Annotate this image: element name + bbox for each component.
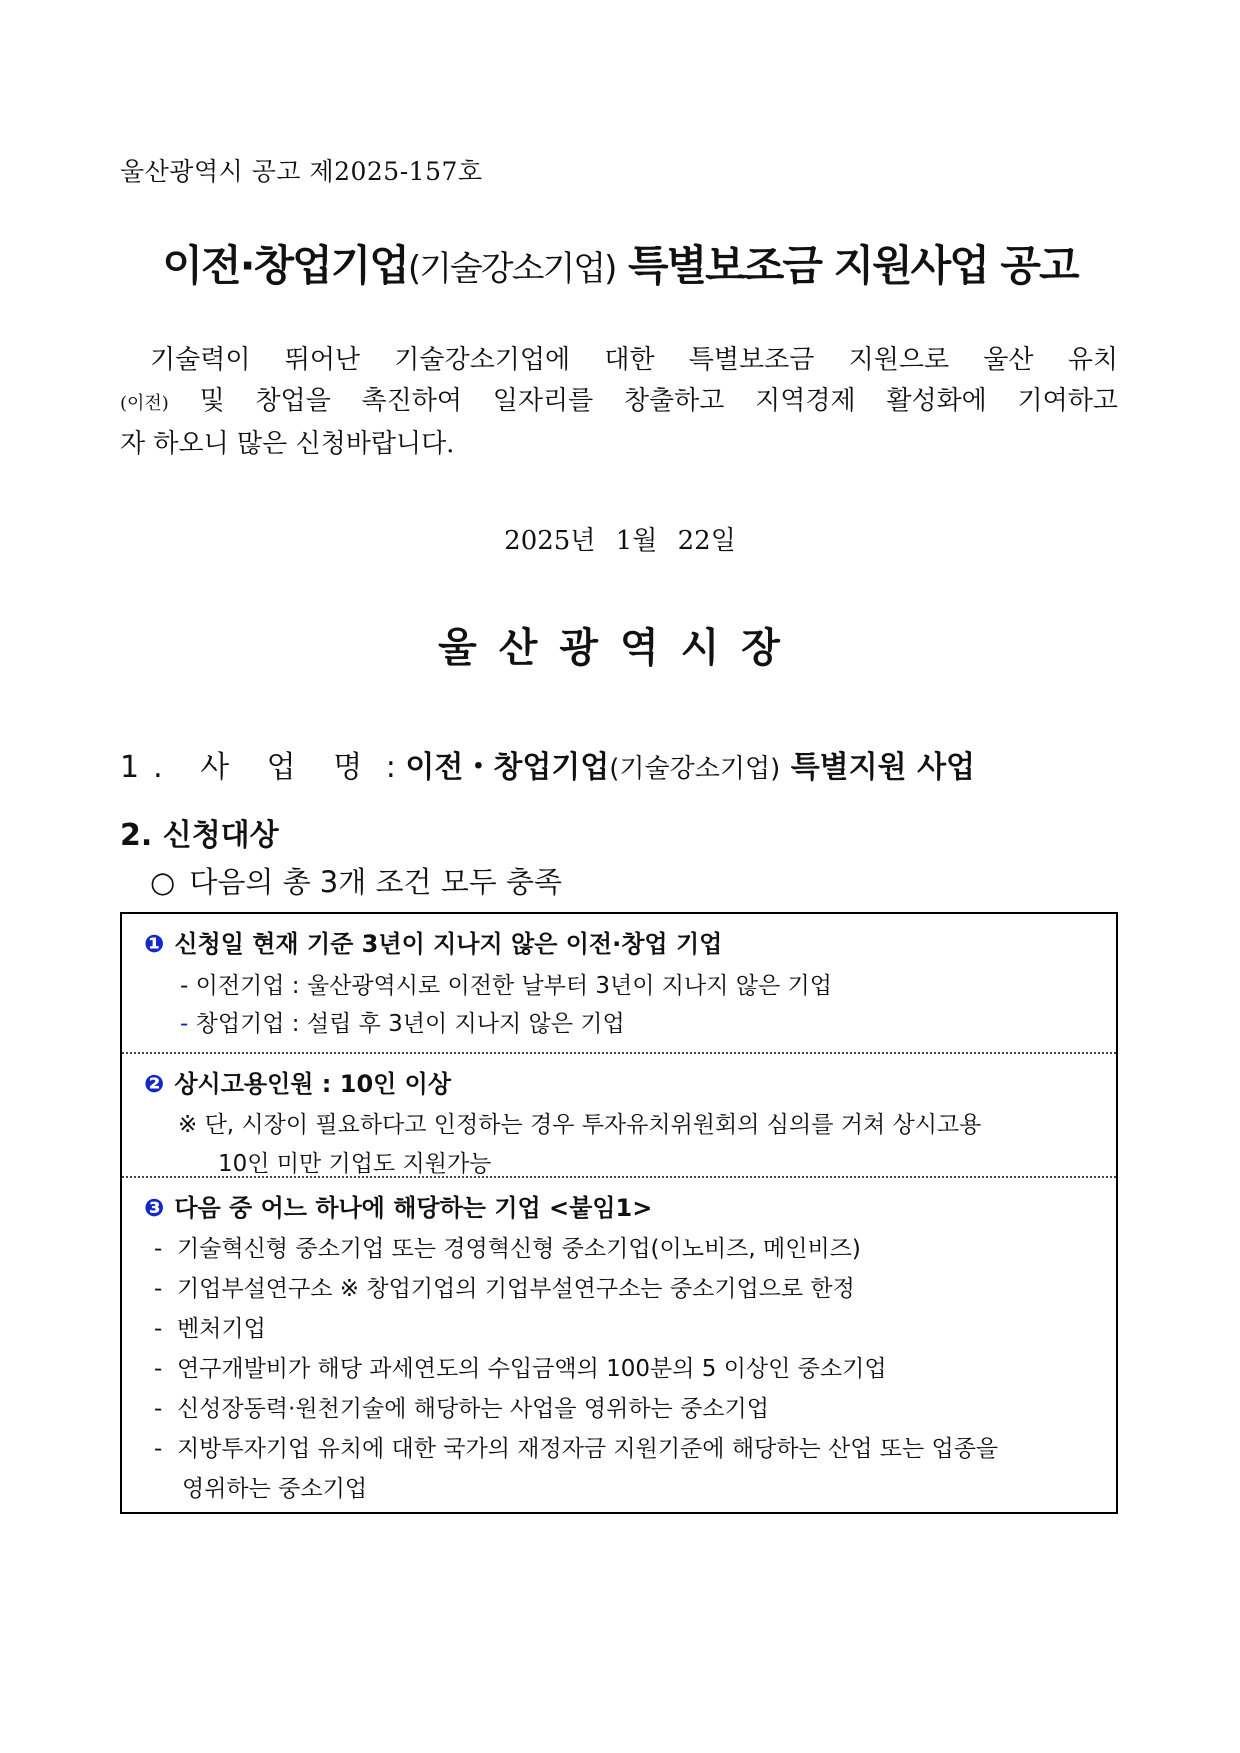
condition-1-title (144, 924, 722, 959)
section-eligibility (120, 810, 279, 854)
dash-bullet: - (154, 1316, 163, 1342)
intro-paragraph (120, 340, 1118, 465)
condition-text: 다음의 총 3개 조건 모두 충족 (189, 865, 563, 899)
section1-value-rest: 특별지원 사업 (790, 750, 976, 785)
section1-value-main: 이전・창업기업 (405, 750, 610, 785)
number-1-icon: ❶ (144, 930, 165, 958)
intro-line-2-text: 및 창업을 촉진하여 일자리를 창출하고 지역경제 활성화에 기여하고 (199, 386, 1119, 416)
condition-3-item (154, 1230, 861, 1263)
condition-3-item-text: 기술혁신형 중소기업 또는 경영혁신형 중소기업(이노비즈, 메인비즈) (176, 1236, 861, 1262)
condition-3-item (154, 1350, 887, 1383)
divider (122, 1052, 1116, 1054)
section1-label: 1. 사 업 명 (120, 750, 377, 785)
intro-line-1: 기술력이 뛰어난 기술강소기업에 대한 특별보조금 지원으로 울산 유치 (150, 345, 1118, 375)
condition-3-item (154, 1430, 998, 1463)
condition-1-item-1 (180, 967, 832, 1000)
dash-bullet: - (154, 1356, 163, 1382)
issuer: 울산광역시장 (438, 625, 802, 671)
condition-3-item (154, 1270, 855, 1303)
section-business-name (120, 742, 975, 786)
section1-value (405, 750, 975, 785)
number-3-icon: ❸ (144, 1194, 165, 1222)
condition-2-title-text: 상시고용인원 : 10인 이상 (174, 1070, 452, 1098)
condition-3-item-text: 벤처기업 (176, 1316, 266, 1342)
condition-1 (122, 914, 1116, 1037)
title-main: 이전·창업기업 (162, 241, 408, 290)
page-title (0, 233, 1240, 293)
condition-3-item-continued: 영위하는 중소기업 (182, 1476, 368, 1502)
condition-3-item (154, 1390, 769, 1423)
dash-bullet: - (154, 1436, 163, 1462)
dash-bullet: - (154, 1396, 163, 1422)
number-2-icon: ❷ (144, 1070, 165, 1098)
condition-1-title-text: 신청일 현재 기준 3년이 지나지 않은 이전·창업 기업 (174, 930, 723, 958)
title-paren: (기술강소기업) (407, 249, 616, 289)
dash-bullet: - (154, 1236, 163, 1262)
condition-3-item-text: 신성장동력·원천기술에 해당하는 사업을 영위하는 중소기업 (176, 1396, 769, 1422)
intro-line-3: 자 하오니 많은 신청바랍니다. (120, 429, 455, 459)
condition-3-item (154, 1310, 266, 1343)
dash-bullet: - (154, 1276, 163, 1302)
condition-3-item-text: 지방투자기업 유치에 대한 국가의 재정자금 지원기준에 해당하는 산업 또는 업종을 (176, 1436, 999, 1462)
divider (122, 1176, 1116, 1178)
condition-3-title (144, 1188, 652, 1223)
condition-3-item-text: 기업부설연구소 ※ 창업기업의 기업부설연구소는 중소기업으로 한정 (176, 1276, 855, 1302)
notice-number: 울산광역시 공고 제2025-157호 (120, 157, 483, 186)
dash-bullet: - (180, 973, 189, 999)
intro-line-2 (120, 381, 1118, 424)
condition-2-note-1: ※ 단, 시장이 필요하다고 인정하는 경우 투자유치위원회의 심의를 거쳐 상시고용 (178, 1112, 982, 1138)
section1-sep: : (385, 750, 396, 785)
notice-date: 2025년 1월 22일 (504, 526, 736, 556)
dash-bullet: - (180, 1011, 189, 1037)
condition-3-title-text: 다음 중 어느 하나에 해당하는 기업 <붙임1> (174, 1194, 653, 1222)
intro-line-2-paren: (이전) (120, 393, 169, 414)
condition-2-note-2: 10인 미만 기업도 지원가능 (218, 1151, 492, 1177)
conditions-box (120, 912, 1118, 1514)
section1-value-paren: (기술강소기업) (609, 754, 781, 784)
circle-bullet-icon: ○ (150, 865, 176, 899)
section2-label: 2. 신청대상 (120, 818, 279, 853)
title-rest: 특별보조금 지원사업 공고 (628, 241, 1078, 290)
condition-summary (150, 860, 562, 901)
condition-3-item-text: 연구개발비가 해당 과세연도의 수입금액의 100분의 5 이상인 중소기업 (176, 1356, 887, 1382)
condition-1-item-1-text: 이전기업 : 울산광역시로 이전한 날부터 3년이 지나지 않은 기업 (195, 973, 832, 999)
condition-1-item-2 (180, 1005, 625, 1038)
condition-2-title (144, 1064, 451, 1099)
condition-1-item-2-text: 창업기업 : 설립 후 3년이 지나지 않은 기업 (195, 1011, 625, 1037)
